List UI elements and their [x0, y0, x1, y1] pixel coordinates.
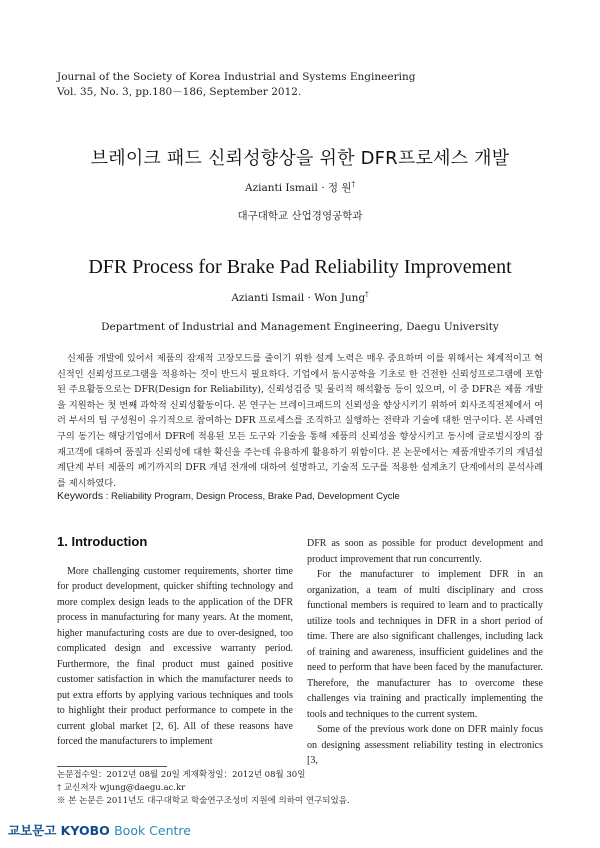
- keywords-label: Keywords: [57, 490, 104, 502]
- kyobo-watermark: [8, 821, 191, 839]
- affiliation-korean: 대구대학교 산업경영공학과: [237, 210, 363, 222]
- title-korean: 브레이크 패드 신뢰성향상을 위한 DFR프로세스 개발: [90, 148, 510, 169]
- corresponding-mark-en: †: [365, 290, 369, 299]
- dagger-mark: †: [57, 783, 62, 793]
- brand-name: 교보문고 KYOBO: [8, 823, 110, 838]
- authors-korean: [0, 180, 600, 195]
- authors-korean-names: Azianti Ismail · 정 원: [244, 182, 352, 194]
- footnotes: [57, 769, 543, 808]
- paragraph: More challenging customer requirements, shorter time for product development, quicker shifting technology and more complex design leads to the application of the DFR process in manufacturing for many years. At the moment, higher manufacturing costs are due to over-designed, too complicated design and excessive warranty period. Furthermore, the final product must gained positive customer satisfaction in which the manufacturer needs to put extra efforts by applying various techniques and tools to highlight their product performance to compete in the current global market [2, 6]. All of these reasons have forced the manufacturers to implement: [57, 565, 293, 747]
- section-heading: 1. Introduction: [57, 534, 148, 549]
- footnote-dates: 논문접수일：2012년 08월 20일 게재확정일：2012년 08월 30일: [57, 770, 306, 780]
- funding-text: 본 논문은 2011년도 대구대학교 학술연구조성비 지원에 의하여 연구되었음.: [68, 796, 350, 806]
- corresponding-mark: †: [351, 180, 356, 189]
- affiliation-english: Department of Industrial and Management Engineering, Daegu University: [101, 321, 499, 333]
- paragraph: Some of the previous work done on DFR mainly focus on designing assessment reliability testing in electronics [3,: [307, 724, 543, 766]
- column-left: [57, 520, 293, 750]
- title-english: DFR Process for Brake Pad Reliability Improvement: [88, 256, 512, 278]
- column-right: [307, 536, 543, 769]
- paragraph: DFR as soon as possible for product development and product improvement that run concurrently.: [307, 538, 543, 565]
- journal-name: Journal of the Society of Korea Industrial and Systems Engineering: [57, 71, 416, 83]
- journal-volume: Vol. 35, No. 3, pp.180－186, September 2012.: [57, 86, 302, 98]
- footnote-funding: [57, 795, 543, 808]
- footnote-corresponding: [57, 782, 543, 795]
- authors-english: [0, 292, 600, 304]
- note-mark: ※: [57, 796, 66, 806]
- corresponding-text: 교신저자 wjung@daegu.ac.kr: [63, 783, 186, 793]
- authors-english-names: Azianti Ismail · Won Jung: [231, 292, 366, 304]
- footnote-divider: [57, 766, 167, 767]
- brand-sub: Book Centre: [114, 823, 191, 838]
- keywords: [57, 490, 543, 502]
- abstract: 신제품 개발에 있어서 제품의 잠재적 고장모드를 줄이기 위한 설계 노력은 매우 중요하며 이를 위해서는 체계적이고 혁신적인 신뢰성프로그램을 적용하는 것이 반드시 필요하다. 기업에서 동시공학을 기초로 한 건전한 신뢰성프로그램에 포함된 주요활동으로는 DFR(Design for Reliability), 신뢰성검증 및 물리적 해석활동 등이 있으며, 이 중 DFR은 제품 개발을 지원하는 첫 번째 과학적 신뢰성활동이다. 본 연구는 브레이크패드의 신뢰성을 향상시키기 위하여 회사조직전체에서 여러 부서의 팀 구성원이 유기적으로 참여하는 DFR 프로세스를 조직하고 실행하는 전략과 기술에 대한 연구이다. 본 사례연구의 동기는 해당기업에서 DFR에 적용된 모든 도구와 기술을 통해 제품의 신뢰성을 향상시키고 동시에 글로벌시장의 잠재고객에 대하여 품질과 신뢰성에 대한 확신을 주는데 유용하게 활용하기 위함이다. 본 논문에서는 제품개발주기의 개념설계단계 부터 제품의 폐기까지의 DFR 개념 전개에 대하여 설명하고, 기술적 도구를 적용한 설계초기 단계에서의 분석사례를 제시하였다.: [57, 353, 543, 489]
- paragraph: For the manufacturer to implement DFR in an organization, a team of multi disciplinary and cross functional members is required to learn and to practically utilize tools and techniques in DFR in a short period of time. There are also significant challenges, including lack of training and awareness, insufficient guidelines and the need to perform that have been faced by the manufacturer. Therefore, the manufacturer has to overcome these challenges via training and practically implementing the tools and techniques to the current system.: [307, 569, 543, 720]
- journal-header: [57, 70, 415, 100]
- keywords-text: : Reliability Program, Design Process, Brake Pad, Development Cycle: [105, 491, 400, 502]
